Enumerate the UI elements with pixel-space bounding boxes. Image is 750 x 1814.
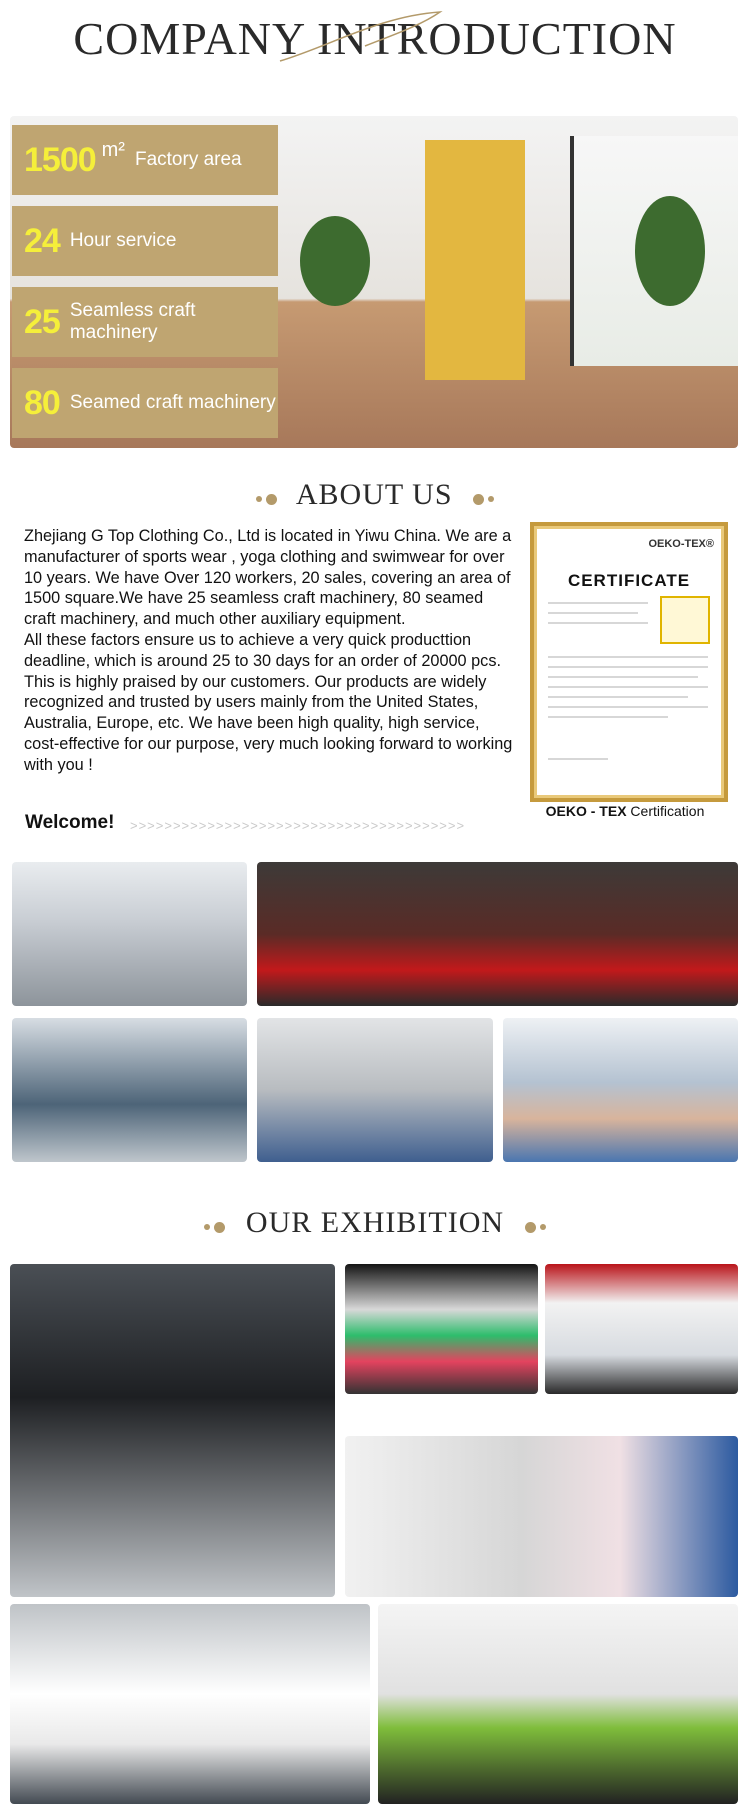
showroom-photo: [378, 1604, 738, 1804]
about-us-text: [24, 526, 514, 776]
white-booth-photo: [10, 1604, 370, 1804]
plant-right: [635, 196, 705, 306]
certificate-caption: [520, 803, 730, 819]
red-frame-booth-photo: [545, 1264, 738, 1394]
about-paragraph-1: Zhejiang G Top Clothing Co., Ltd is located in Yiwu China. We are a manufacturer of sports wear , yoga clothing and swimwear for over 10 years. We have Over 120 workers, 20 sales, covering an area of 1500 square.We have 25 seamless craft machinery, 80 seamed craft machinery, and much other auxiliary equipment.: [24, 527, 512, 629]
left-dots-ornament: [202, 1208, 227, 1242]
plant-left: [300, 216, 370, 306]
certificate-seal-icon: [660, 596, 710, 644]
welcome-text: Welcome!: [25, 812, 115, 833]
sewing-workshop-photo: [257, 1018, 493, 1162]
stat-seamless-machinery: [12, 287, 278, 357]
certificate-caption-rest: Certification: [626, 803, 705, 819]
team-photo: [257, 862, 738, 1006]
certificate-title: CERTIFICATE: [567, 571, 691, 590]
stat-seamed-machinery: [12, 368, 278, 438]
staff-selfie-photo: [503, 1018, 738, 1162]
oeko-tex-certificate-image: [530, 522, 728, 802]
stat-number: 24: [24, 221, 60, 260]
stat-factory-area: [12, 125, 278, 195]
stat-unit: m²: [101, 139, 125, 161]
stat-label: Factory area: [134, 149, 242, 170]
about-us-heading: [0, 478, 750, 514]
about-us-title: ABOUT US: [295, 478, 453, 511]
stat-label: Seamless craft machinery: [69, 300, 196, 343]
exhibition-booth-photo: [10, 1264, 335, 1597]
left-dots-ornament: [254, 480, 279, 514]
company-introduction-heading: [0, 12, 750, 65]
stat-label: Hour service: [69, 230, 177, 251]
stat-number: 1500: [24, 140, 96, 179]
right-dots-ornament: [523, 1208, 548, 1242]
right-dots-ornament: [471, 480, 496, 514]
office-photo: [12, 862, 247, 1006]
arrow-divider: >>>>>>>>>>>>>>>>>>>>>>>>>>>>>>>>>>>>>>>: [130, 818, 466, 833]
our-exhibition-title: OUR EXHIBITION: [245, 1206, 505, 1239]
stat-number: 80: [24, 383, 60, 422]
flourish-ornament-icon: [270, 6, 460, 76]
company-introduction-title: COMPANY INTRODUCTION: [73, 13, 677, 64]
certificate-brand: OEKO-TEX®: [648, 538, 714, 550]
seamless-machines-photo: [12, 1018, 247, 1162]
stat-number: 25: [24, 302, 60, 341]
certificate-caption-bold: OEKO - TEX: [545, 803, 627, 819]
logo-wall: [425, 140, 525, 380]
about-paragraph-2: All these factors ensure us to achieve a very quick producttion deadline, which is around 25 to 30 days for an order of 20000 pcs. This is highly praised by our customers. Our products are widely recognized and trusted by users mainly from the United States, Australia, Europe, etc. We have been high quality, high service, cost-effective for our purpose, very much looking forward to working with you !: [24, 630, 513, 774]
our-exhibition-heading: [0, 1206, 750, 1242]
stat-hour-service: [12, 206, 278, 276]
stat-label: Seamed craft machinery: [69, 392, 276, 413]
sportswear-rack-photo: [345, 1264, 538, 1394]
exhibition-gallery-photo: [345, 1436, 738, 1597]
